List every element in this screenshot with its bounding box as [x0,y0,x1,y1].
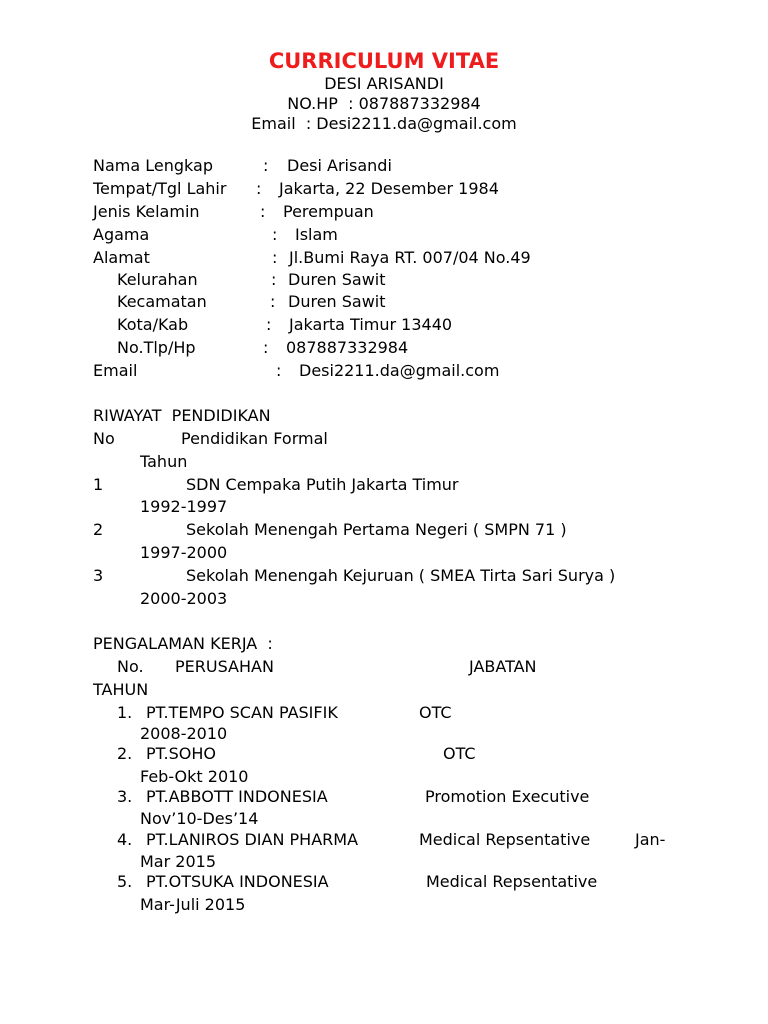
colon: : [270,292,276,311]
education-row-school: Sekolah Menengah Pertama Negeri ( SMPN 71 ) [186,520,567,539]
header-name: DESI ARISANDI [324,74,444,93]
header-phone: NO.HP : 087887332984 [287,94,481,113]
work-row-years-end: Mar 2015 [140,852,216,871]
colon: : [260,202,266,221]
colon: : [276,361,282,380]
value-alamat: Jl.Bumi Raya RT. 007/04 No.49 [289,248,531,267]
work-row-no: 1. [117,703,133,722]
colon: : [256,179,262,198]
value-email: Desi2211.da@gmail.com [299,361,500,380]
education-row-years: 1997-2000 [140,543,228,562]
value-no-tlp-hp: 087887332984 [286,338,409,357]
education-row-no: 3 [93,566,104,585]
work-col-perusahaan: PERUSAHAN [175,657,274,676]
work-row-company: PT.ABBOTT INDONESIA [146,787,328,806]
work-row-company: PT.OTSUKA INDONESIA [146,872,329,891]
value-tempat-tgl-lahir: Jakarta, 22 Desember 1984 [279,179,499,198]
education-row-years: 1992-1997 [140,497,228,516]
education-row-no: 1 [93,475,104,494]
colon: : [272,248,278,267]
education-row-school: SDN Cempaka Putih Jakarta Timur [186,475,459,494]
value-nama-lengkap: Desi Arisandi [287,156,392,175]
education-col-tahun: Tahun [140,452,188,471]
value-kecamatan: Duren Sawit [288,292,386,311]
label-kelurahan: Kelurahan [117,270,198,289]
label-agama: Agama [93,225,150,244]
work-row-years: 2008-2010 [140,724,228,743]
work-col-tahun: TAHUN [93,680,149,699]
education-heading: RIWAYAT PENDIDIKAN [93,406,271,425]
label-kota-kab: Kota/Kab [117,315,189,334]
value-jenis-kelamin: Perempuan [283,202,374,221]
education-row-school: Sekolah Menengah Kejuruan ( SMEA Tirta Sari Surya ) [186,566,616,585]
label-alamat: Alamat [93,248,150,267]
label-no-tlp-hp: No.Tlp/Hp [117,338,196,357]
work-row-company: PT.SOHO [146,744,216,763]
work-row-no: 3. [117,787,133,806]
education-row-no: 2 [93,520,104,539]
colon: : [263,156,269,175]
value-agama: Islam [295,225,338,244]
work-row-company: PT.TEMPO SCAN PASIFIK [146,703,338,722]
label-kecamatan: Kecamatan [117,292,207,311]
label-nama-lengkap: Nama Lengkap [93,156,213,175]
work-row-years-start: Jan- [635,830,666,849]
work-row-years: Feb-Okt 2010 [140,767,249,786]
colon: : [263,338,269,357]
work-row-position: OTC [443,744,476,763]
work-row-position: Medical Repsentative [419,830,591,849]
work-row-position: Medical Repsentative [426,872,598,891]
label-jenis-kelamin: Jenis Kelamin [93,202,200,221]
work-row-years: Mar-Juli 2015 [140,895,246,914]
colon: : [272,225,278,244]
education-col-no: No [93,429,115,448]
education-col-formal: Pendidikan Formal [181,429,328,448]
work-row-position: Promotion Executive [425,787,590,806]
work-row-no: 2. [117,744,133,763]
work-row-no: 5. [117,872,133,891]
education-row-years: 2000-2003 [140,589,228,608]
header-email: Email : Desi2211.da@gmail.com [251,114,517,133]
value-kota-kab: Jakarta Timur 13440 [289,315,453,334]
work-row-position: OTC [419,703,452,722]
value-kelurahan: Duren Sawit [288,270,386,289]
work-col-jabatan: JABATAN [469,657,537,676]
colon: : [266,315,272,334]
work-row-company: PT.LANIROS DIAN PHARMA [146,830,359,849]
work-row-no: 4. [117,830,133,849]
work-heading: PENGALAMAN KERJA : [93,634,273,653]
colon: : [271,270,277,289]
label-email: Email [93,361,138,380]
label-tempat-tgl-lahir: Tempat/Tgl Lahir [93,179,227,198]
cv-title: CURRICULUM VITAE [268,49,500,73]
work-col-no: No. [117,657,144,676]
work-row-years: Nov’10-Des’14 [140,809,259,828]
